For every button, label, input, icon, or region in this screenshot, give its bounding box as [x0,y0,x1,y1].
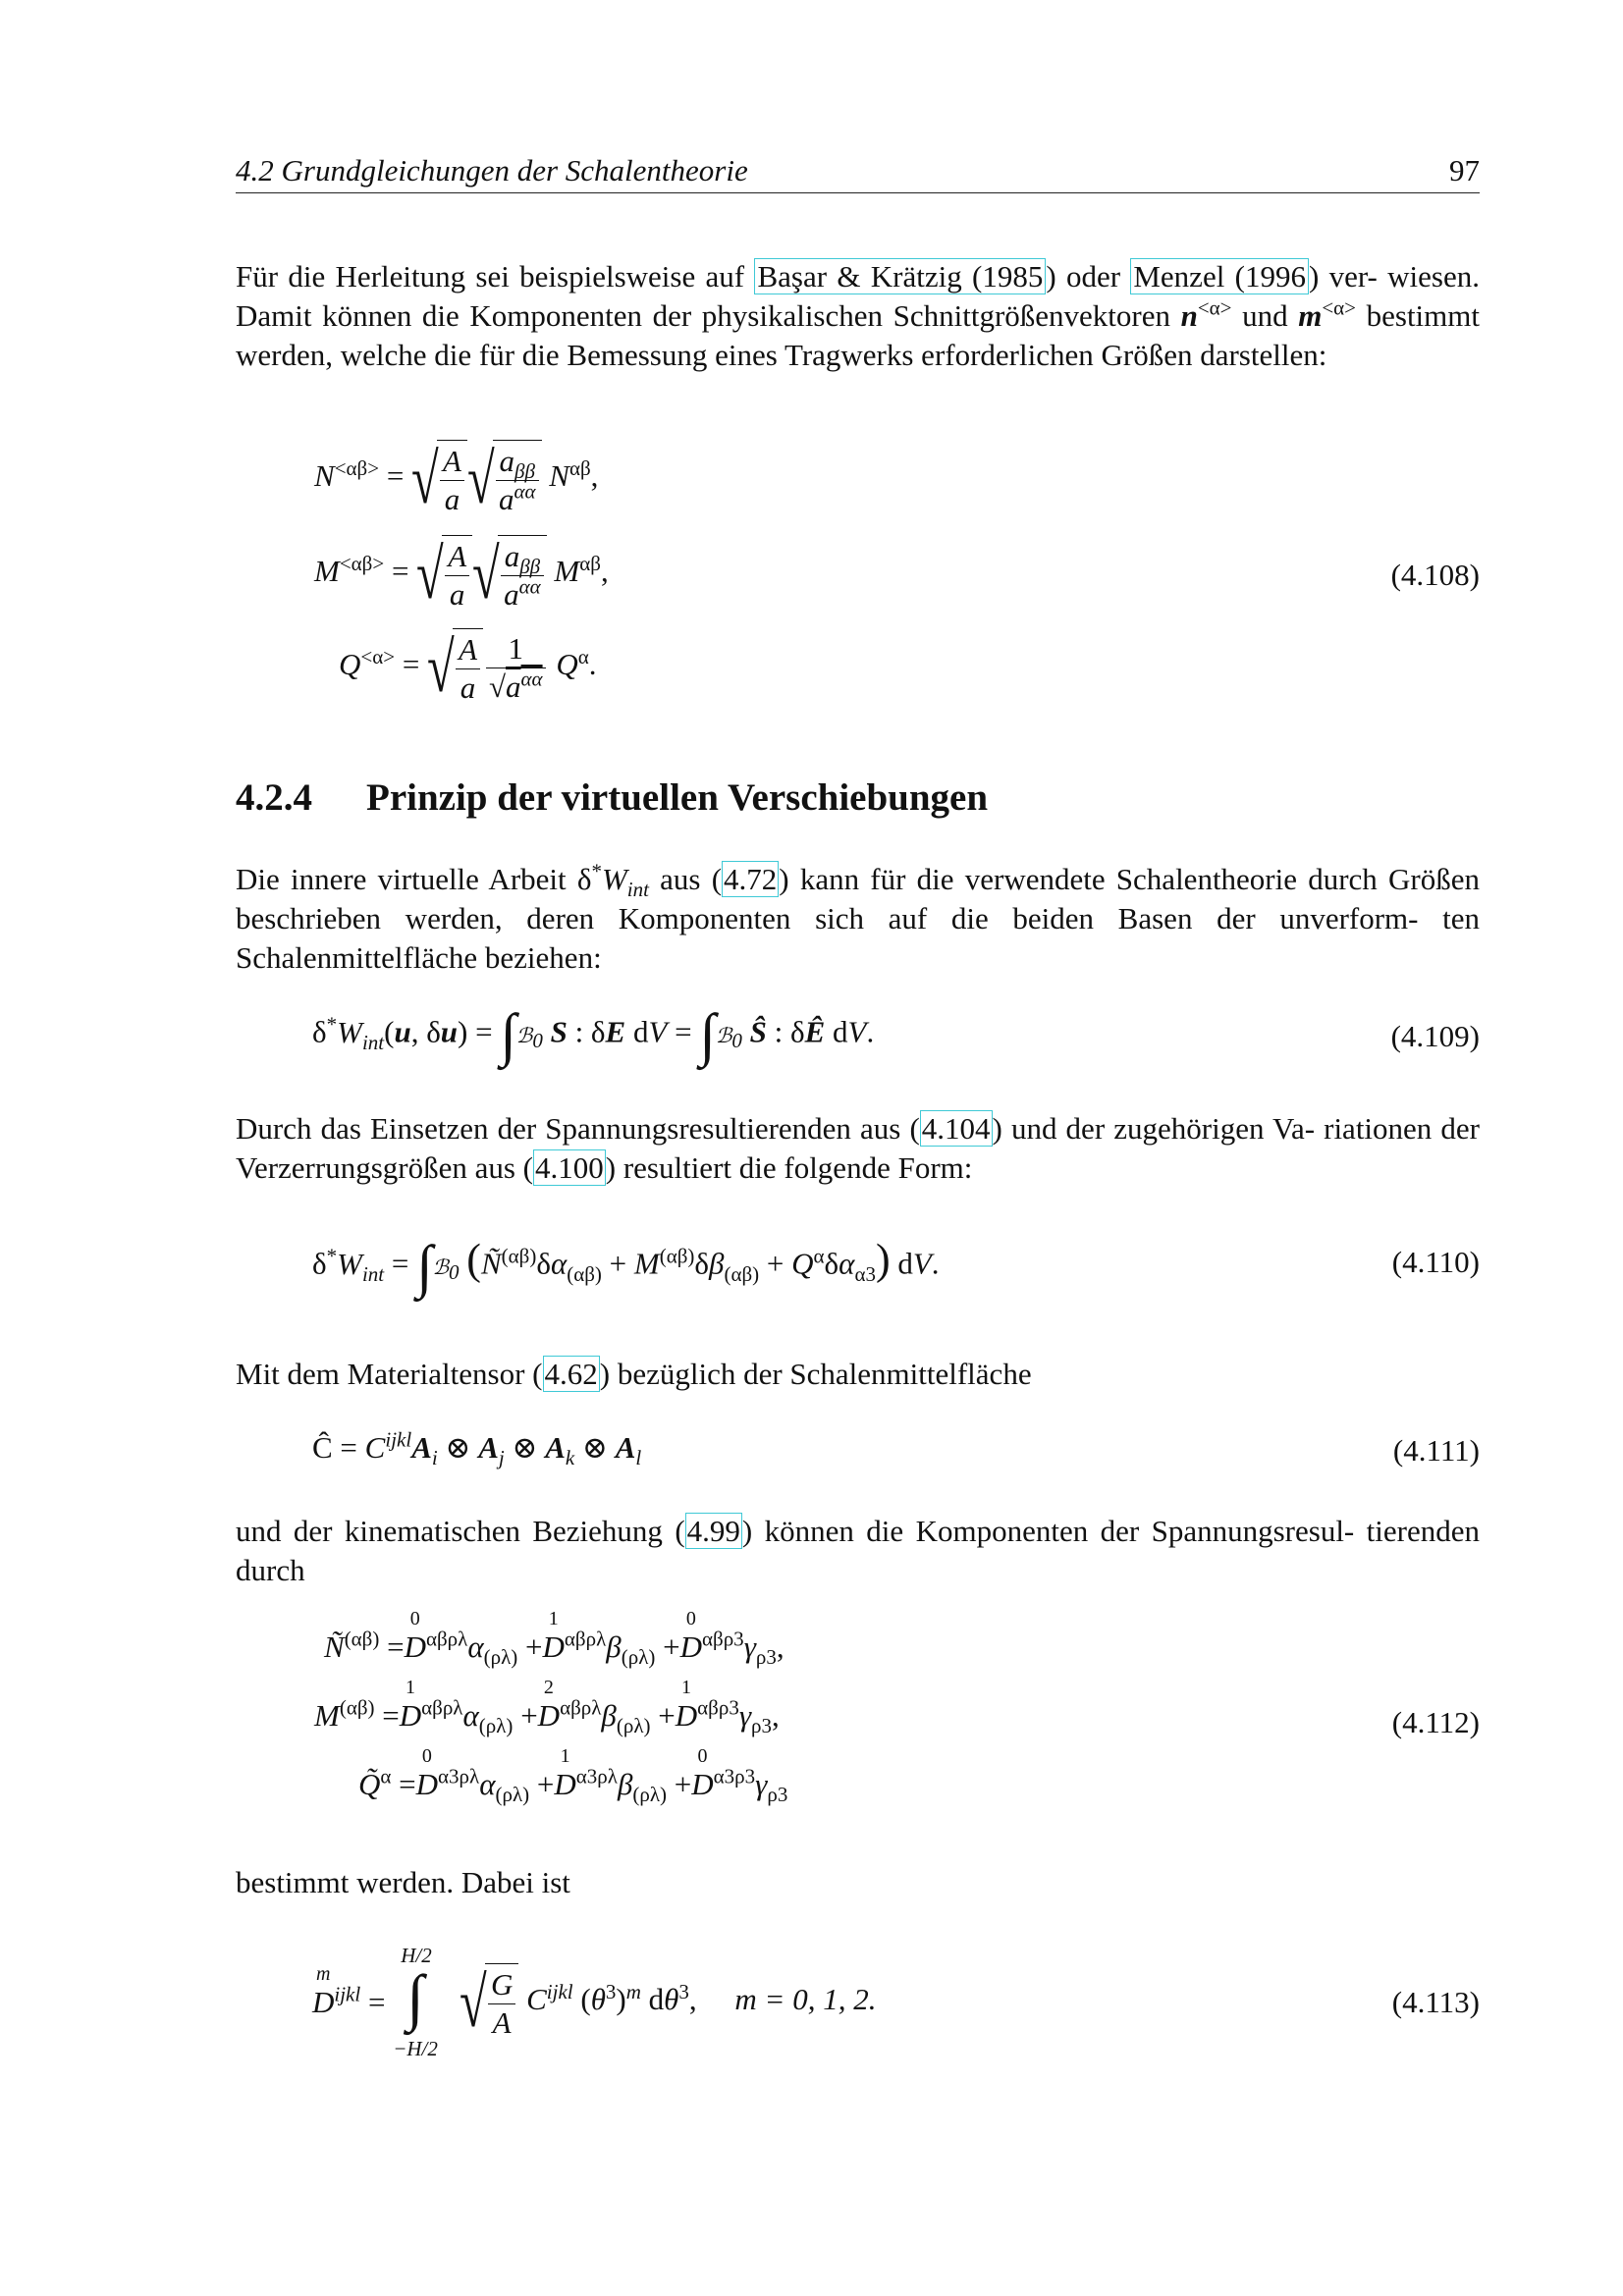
text: Für die Herleitung sei beispielsweise auf [236,259,755,294]
paragraph-material-tensor [236,1355,1480,1394]
text: ) ver- wiesen. Damit können die Komponenten der physikalischen Schnittgrößenvektoren [236,259,1481,333]
citation-link-basar-kraetzig[interactable]: Başar & Krätzig (1985 [754,258,1046,294]
section-number: 4.2.4 [236,776,312,819]
text: Durch das Einsetzen der Spannungsresultierenden aus ( [236,1111,920,1146]
paragraph-kinematic [236,1512,1480,1590]
paragraph-substitution [236,1109,1480,1188]
math-m-vector: $m^{<\alpha>}$ [1298,295,1357,333]
math-delta-w-int: $\delta^*W_{int}$ [576,859,649,902]
equation-number-4-109: (4.109) [1390,1019,1480,1053]
paragraph-intro [236,257,1480,375]
equation-ref-link-4-72[interactable]: 4.72 [724,862,778,896]
math-n-vector: $n^{<\alpha>}$ [1180,295,1232,333]
text: ) und der zugehörigen Va- riationen der Verzerrungsgrößen aus ( [236,1111,1480,1185]
equation-4-108-line2: $M^{<\alpha\beta>}$ = √ $\frac{A}{a}$ √ $\frac{a_{\beta\beta}}{a^{\alpha\alpha}}$ $M^{\alpha\beta}$, [314,535,609,614]
text: und [1231,298,1299,333]
equation-4-112-line2: $M^{(\alpha\beta)}$ = 1 $D^{\alpha\beta\rho\lambda}\alpha_{(\rho\lambda)}$ + 2 $D^{\alpha\beta\rho\lambda}\beta_{(\rho\lambda)}$ + 1 $D^{\alpha\beta\rho 3}\gamma_{\rho 3}$, [314,1677,780,1738]
equation-number-4-112: (4.112) [1391,1705,1480,1739]
text: bestimmt werden, welche die für die Bemessung eines Tragwerks erforderlichen Größen darstellen: [236,298,1481,372]
summation-condition: m = 0, 1, 2. [734,1982,877,2017]
equation-4-108-line3: $Q^{<\alpha>}$ = √ $\frac{A}{a}$ $\frac{1}{√a^{\alpha\alpha}}$ $Q^\alpha$. [339,628,596,707]
text: ) können die Komponenten der Spannungsresul- tierenden durch [236,1514,1480,1587]
equation-4-112-line3: Q̃$^\alpha$ = 0 $D^{\alpha 3\rho\lambda}\alpha_{(\rho\lambda)}$ + 1 $D^{\alpha 3\rho\lambda}\beta_{(\rho\lambda)}$ + 0 $D^{\alpha 3\rho 3}\gamma_{\rho 3}$ [358,1745,788,1807]
text: bestimmt werden. Dabei ist [236,1865,570,1899]
text: ) bezüglich der Schalenmittelfläche [599,1357,1032,1391]
text: ) oder [1046,259,1131,294]
equation-4-113: m $D^{ijkl}$ = H/2 ∫ −H/2 √ $\frac{G}{A}$ $C^{ijkl}$ $(\theta^3)^m$ $d\theta^3$, m = 0, 1, 2. [312,1944,876,2061]
section-heading [236,775,988,820]
equation-4-110: $\delta^*W_{int}$ = ∫ℬ$_0$ $(Ñ^{(\alpha\beta)}\delta\alpha_{(\alpha\beta)} + M^{(\alpha\beta)}\delta\beta_{(\alpha\beta)} + Q^\alpha\delta\alpha_{\alpha 3})$ dV. [312,1234,940,1299]
text: ) resultiert die folgende Form: [605,1150,973,1185]
page-number: 97 [1449,153,1480,187]
equation-number-4-108: (4.108) [1390,558,1480,592]
equation-ref-link-4-100[interactable]: 4.100 [535,1150,604,1185]
citation-link-menzel[interactable]: Menzel (1996 [1130,258,1309,294]
equation-4-112-line1: $Ñ^{(\alpha\beta)}$ = 0 $D^{\alpha\beta\rho\lambda}\alpha_{(\rho\lambda)}$ + 1 $D^{\alpha\beta\rho\lambda}\beta_{(\rho\lambda)}$ + 0 $D^{\alpha\beta\rho 3}\gamma_{\rho 3}$, [324,1608,784,1670]
equation-4-108-line1: $N^{<\alpha\beta>}$ = √ $\frac{A}{a}$ √ $\frac{a_{\beta\beta}}{a^{\alpha\alpha}}$ $N^{\alpha\beta}$, [314,440,598,518]
text: ) kann für die verwendete Schalentheorie durch Größen beschrieben werden, deren Komponenten sich auf die beiden Basen der unverform- ten Schalenmittelfläche beziehen: [236,862,1480,975]
paragraph-virtual-work [236,860,1480,978]
section-title: Prinzip der virtuellen Verschiebungen [366,776,989,819]
text: Mit dem Materialtensor ( [236,1357,543,1391]
text: aus ( [648,862,723,896]
running-header [236,149,1480,193]
equation-ref-link-4-62[interactable]: 4.62 [544,1357,598,1391]
text: Die innere virtuelle Arbeit [236,862,577,896]
header-title: 4.2 Grundgleichungen der Schalentheorie [236,153,748,187]
equation-ref-link-4-99[interactable]: 4.99 [686,1514,740,1548]
text: und der kinematischen Beziehung ( [236,1514,685,1548]
equation-number-4-111: (4.111) [1392,1433,1480,1468]
equation-number-4-113: (4.113) [1391,1985,1480,2019]
equation-ref-link-4-104[interactable]: 4.104 [921,1111,991,1146]
equation-4-111: Ĉ = $C^{ijkl}A_i$ ⊗ $A_j$ ⊗ $A_k$ ⊗ $A_l$ [312,1427,642,1470]
equation-4-109: $\delta^*W_{int}(u$, δu) = ∫ℬ$_0$ S : δE dV = ∫ℬ$_0$ Ŝ : δÊ dV. [312,1002,875,1067]
equation-number-4-110: (4.110) [1391,1245,1480,1279]
paragraph-dabei [236,1863,1480,1902]
